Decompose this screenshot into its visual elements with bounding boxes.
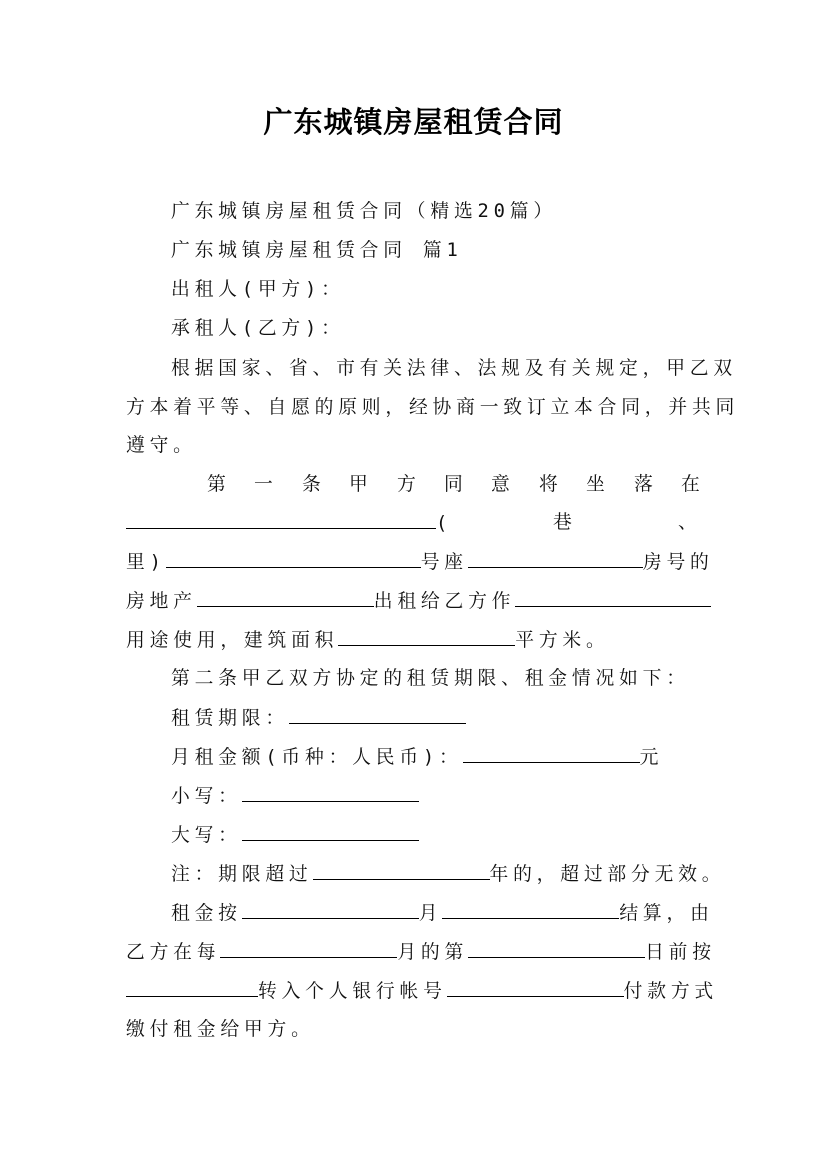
- article-1-char: 坐: [586, 474, 605, 495]
- room-text: 房号的: [642, 552, 714, 573]
- transfer-text: 转入个人银行帐号: [258, 981, 447, 1002]
- blank-line: [242, 782, 419, 802]
- lessee-label: 承租人(乙方)：: [171, 318, 345, 339]
- bank-transfer-line: [126, 977, 718, 1006]
- payment-method-text: 付款方式: [623, 981, 718, 1002]
- li-text: 里): [126, 552, 166, 573]
- article-1-char: 落: [634, 474, 653, 495]
- month-of-text: 月的第: [397, 942, 469, 963]
- lane-text: 巷: [553, 512, 572, 533]
- rent-settle-line: [171, 899, 714, 928]
- blank-line: [463, 743, 640, 763]
- use-text: 用途使用，建筑面积: [126, 630, 339, 651]
- comma-text: 、: [678, 512, 697, 533]
- upper-label: 大写：: [171, 825, 242, 846]
- pay-to-line: 缴付租金给甲方。: [126, 1019, 315, 1040]
- property-text: 房地产: [126, 591, 197, 612]
- note-line: [171, 860, 725, 889]
- lease-term-label: 租赁期限：: [171, 708, 289, 729]
- blank-line: [515, 587, 711, 607]
- blank-line: [126, 509, 436, 529]
- paren-open: (: [436, 513, 453, 534]
- payment-day-line: [126, 938, 716, 967]
- article-1-char: 一: [254, 474, 273, 495]
- article-1-line-5: [126, 626, 610, 655]
- lower-label: 小写：: [171, 786, 242, 807]
- lessee-each-text: 乙方在每: [126, 942, 221, 963]
- intro-line-1: 根据国家、省、市有关法律、法规及有关规定，甲乙双: [171, 358, 737, 379]
- article-1-char: 意: [491, 474, 510, 495]
- monthly-rent-line: [171, 743, 663, 772]
- lower-amount-line: [171, 782, 419, 811]
- document-title: 广东城镇房屋租赁合同: [263, 105, 564, 139]
- yuan-text: 元: [639, 747, 664, 768]
- blank-line: [166, 548, 421, 568]
- blank-line: [289, 704, 466, 724]
- intro-line-2: 方本着平等、自愿的原则，经协商一致订立本合同，并共同: [126, 397, 740, 418]
- day-before-text: 日前按: [645, 942, 716, 963]
- upper-amount-line: [171, 821, 419, 850]
- article-1-line-3: [126, 548, 714, 577]
- blank-line: [242, 821, 419, 841]
- article-1-line-2: [126, 509, 452, 538]
- article-1-char: 甲: [349, 474, 368, 495]
- lessor-label: 出租人(甲方)：: [171, 279, 345, 300]
- blank-line: [197, 587, 374, 607]
- blank-line: [468, 548, 643, 568]
- article-1-char: 第: [207, 474, 226, 495]
- blank-line: [447, 977, 624, 997]
- article-1-char: 同: [444, 474, 463, 495]
- rent-by-text: 租金按: [171, 903, 242, 924]
- blank-line: [442, 899, 619, 919]
- article-1-char: 将: [539, 474, 558, 495]
- settle-text: 结算，由: [619, 903, 714, 924]
- article-1-char: 方: [397, 474, 416, 495]
- article-2-heading: 第二条甲乙双方协定的租赁期限、租金情况如下：: [171, 668, 690, 689]
- blank-line: [313, 860, 490, 880]
- article-1-char: 在: [681, 474, 700, 495]
- article-1-char: 条: [302, 474, 321, 495]
- blank-line: [242, 899, 419, 919]
- note-suffix: 年的，超过部分无效。: [489, 864, 726, 885]
- month-text: 月: [418, 903, 443, 924]
- intro-line-3: 遵守。: [126, 435, 197, 456]
- blank-line: [220, 938, 397, 958]
- sqm-text: 平方米。: [515, 630, 610, 651]
- blank-line: [468, 938, 645, 958]
- blank-line: [126, 977, 258, 997]
- document-subtitle: 广东城镇房屋租赁合同（精选20篇）: [171, 201, 557, 222]
- article-1-line-4: [126, 587, 711, 616]
- seat-text: 号座: [420, 552, 468, 573]
- lease-term-line: [171, 704, 466, 733]
- lease-to-text: 出租给乙方作: [373, 591, 516, 612]
- monthly-rent-label: 月租金额(币种：人民币)：: [171, 747, 463, 768]
- section-heading: 广东城镇房屋租赁合同 篇1: [171, 240, 463, 261]
- blank-line: [338, 626, 515, 646]
- note-prefix: 注：期限超过: [171, 864, 313, 885]
